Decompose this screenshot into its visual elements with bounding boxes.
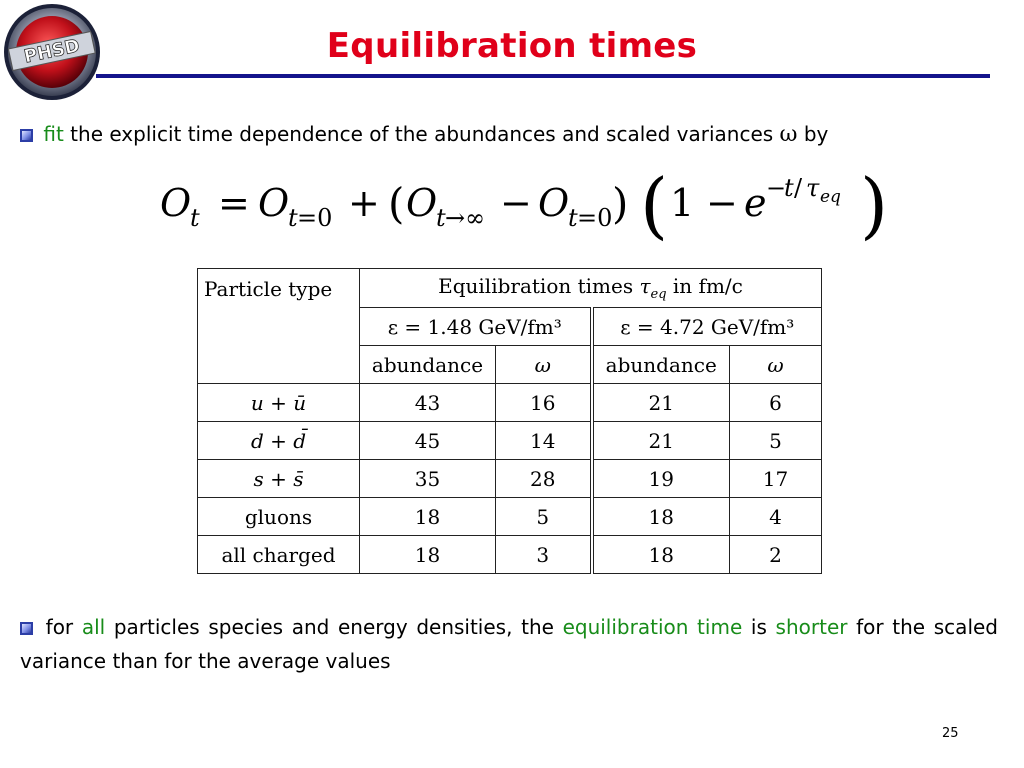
svg-text:/: / xyxy=(794,174,803,202)
cell: 21 xyxy=(592,384,730,422)
sub-omega-2: ω xyxy=(730,346,822,384)
cell: 18 xyxy=(360,536,496,574)
row-label: all charged xyxy=(198,536,360,574)
page-title: Equilibration times xyxy=(326,26,698,66)
svg-text:−: − xyxy=(706,181,738,225)
svg-text:O: O xyxy=(406,181,438,225)
cell: 4 xyxy=(730,498,822,536)
all-keyword: all xyxy=(81,615,106,639)
svg-text:(: ( xyxy=(640,168,669,247)
omega-symbol: ω xyxy=(779,122,798,147)
table-row xyxy=(198,422,822,460)
title-underline xyxy=(96,74,990,78)
cell: 2 xyxy=(730,536,822,574)
cell: 18 xyxy=(592,536,730,574)
header-eps-2: ε = 4.72 GeV/fm³ xyxy=(592,308,822,346)
svg-text:=0: =0 xyxy=(577,204,613,232)
fit-keyword: fit xyxy=(43,122,64,146)
svg-text:eq: eq xyxy=(820,187,841,207)
table-row xyxy=(198,498,822,536)
sub-abundance-2: abundance xyxy=(592,346,730,384)
fit-tail: by xyxy=(797,122,829,146)
svg-text:→∞: →∞ xyxy=(445,204,486,232)
para-text-4: for the scaled variance than for the average values xyxy=(20,615,998,673)
svg-text:O: O xyxy=(258,181,290,225)
svg-text:t: t xyxy=(190,204,200,232)
para-text-1: for xyxy=(45,615,82,639)
cell: 28 xyxy=(496,460,592,498)
para-text-3: is xyxy=(742,615,776,639)
fit-statement xyxy=(20,122,828,147)
bullet-icon xyxy=(20,622,33,635)
cell: 3 xyxy=(496,536,592,574)
header-equilibration-times: Equilibration times $\tau_{eq}$ in fm/c xyxy=(360,269,822,308)
bullet-icon xyxy=(20,129,33,142)
svg-text:=: = xyxy=(218,181,250,225)
cell: 18 xyxy=(592,498,730,536)
shorter-keyword: shorter xyxy=(775,615,848,639)
logo-text: PHSD xyxy=(22,35,82,68)
svg-text:): ) xyxy=(612,179,629,228)
page-number: 25 xyxy=(942,726,959,741)
fit-text: the explicit time dependence of the abundances and scaled variances xyxy=(63,122,780,146)
table-row xyxy=(198,536,822,574)
svg-text:t: t xyxy=(436,204,446,232)
row-label: u + ū xyxy=(198,384,360,422)
svg-text:O: O xyxy=(160,181,192,225)
svg-text:−: − xyxy=(766,174,787,202)
cell: 6 xyxy=(730,384,822,422)
equilibration-time-keyword: equilibration time xyxy=(562,615,743,639)
cell: 14 xyxy=(496,422,592,460)
cell: 5 xyxy=(496,498,592,536)
svg-text:t: t xyxy=(568,204,578,232)
equilibration-formula xyxy=(160,168,940,250)
cell: 16 xyxy=(496,384,592,422)
svg-text:+: + xyxy=(348,181,380,225)
cell: 35 xyxy=(360,460,496,498)
para-text-2: particles species and energy densities, the xyxy=(105,615,563,639)
sub-omega-1: ω xyxy=(496,346,592,384)
sub-abundance-1: abundance xyxy=(360,346,496,384)
table-row xyxy=(198,460,822,498)
svg-text:t: t xyxy=(288,204,298,232)
conclusion-paragraph xyxy=(20,610,998,678)
cell: 19 xyxy=(592,460,730,498)
svg-text:e: e xyxy=(744,181,767,225)
header-particle-type: Particle type xyxy=(198,269,360,384)
table-row xyxy=(198,384,822,422)
row-label: d + d̄ xyxy=(198,422,360,460)
svg-text:O: O xyxy=(538,181,570,225)
svg-text:t: t xyxy=(784,174,794,202)
equilibration-table xyxy=(197,268,822,574)
cell: 45 xyxy=(360,422,496,460)
svg-text:=0: =0 xyxy=(297,204,333,232)
svg-text:(: ( xyxy=(388,179,405,228)
svg-text:−: − xyxy=(500,181,532,225)
cell: 17 xyxy=(730,460,822,498)
header-eps-1: ε = 1.48 GeV/fm³ xyxy=(360,308,592,346)
cell: 5 xyxy=(730,422,822,460)
row-label: s + s̄ xyxy=(198,460,360,498)
svg-text:τ: τ xyxy=(806,174,820,202)
cell: 18 xyxy=(360,498,496,536)
cell: 21 xyxy=(592,422,730,460)
svg-text:1: 1 xyxy=(670,181,695,225)
row-label: gluons xyxy=(198,498,360,536)
cell: 43 xyxy=(360,384,496,422)
svg-text:): ) xyxy=(860,168,889,247)
